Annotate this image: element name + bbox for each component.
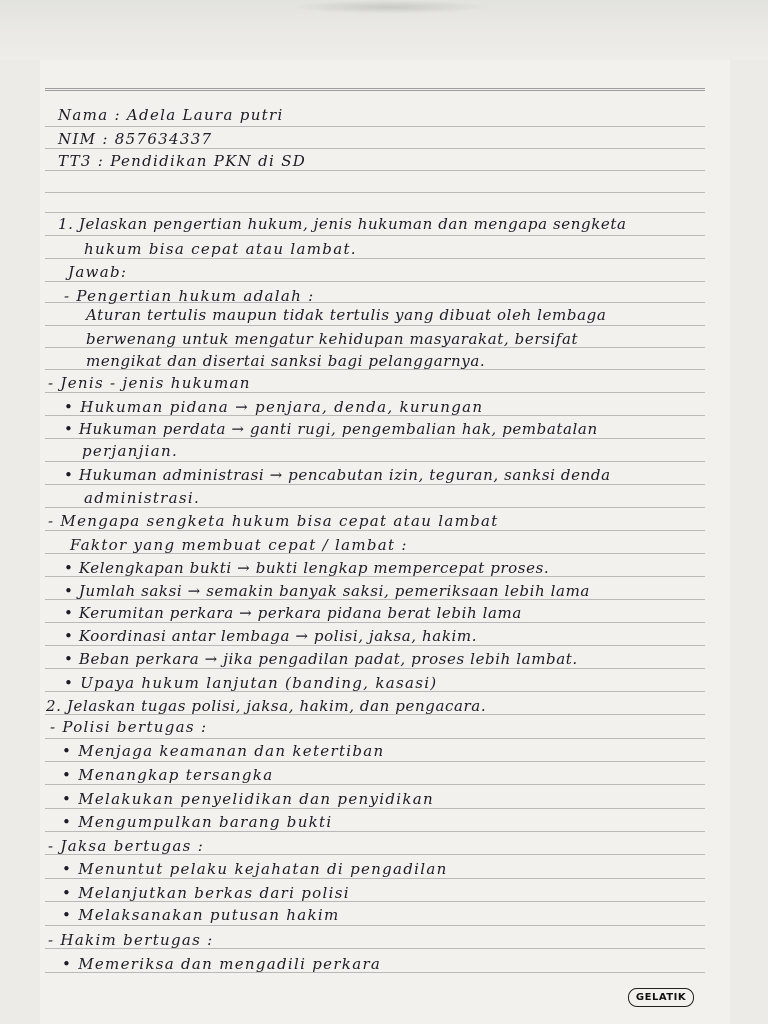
types-heading: - Jenis - jenis hukuman [48,374,251,392]
hakim-heading: - Hakim bertugas : [48,931,214,949]
types-item-perdata-cont: perjanjian. [82,442,179,460]
factor-bukti: • Kelengkapan bukti → bukti lengkap mempercepat proses. [64,559,550,577]
ruled-line [45,668,705,669]
definition-text-3: mengikat dan disertai sanksi bagi pelanggarnya. [86,352,486,370]
ruled-line [45,831,705,832]
factor-beban: • Beban perkara → jika pengadilan padat, proses lebih lambat. [64,650,578,668]
factor-upaya: • Upaya hukum lanjutan (banding, kasasi) [64,674,438,692]
ruled-line [45,784,705,785]
polisi-item-3: • Melakukan penyelidikan dan penyidikan [62,790,434,808]
ruled-line [45,325,705,326]
ruled-line [45,88,705,91]
ruled-line [45,925,705,926]
jaksa-item-1: • Menuntut pelaku kejahatan di pengadilan [62,860,448,878]
ruled-line [45,192,705,193]
header-nama: Nama : Adela Laura putri [58,106,284,124]
polisi-heading: - Polisi bertugas : [50,718,208,736]
shadow [290,0,490,14]
ruled-line [45,392,705,393]
types-item-pidana: • Hukuman pidana → penjara, denda, kurungan [64,398,484,416]
ruled-line [45,878,705,879]
hakim-item-1: • Memeriksa dan mengadili perkara [62,955,382,973]
ruled-line [45,281,705,282]
ruled-line [45,148,705,149]
ruled-line [45,461,705,462]
definition-text-1: Aturan tertulis maupun tidak tertulis yang dibuat oleh lembaga [86,306,607,324]
ruled-line [45,438,705,439]
ruled-line [45,170,705,171]
header-nim: NIM : 857634337 [58,130,213,148]
factors-heading: Faktor yang membuat cepat / lambat : [70,536,408,554]
ruled-line [45,235,705,236]
jaksa-item-3: • Melaksanakan putusan hakim [62,906,340,924]
brand-logo: GELATIK [628,988,694,1007]
types-item-administrasi: • Hukuman administrasi → pencabutan izin, teguran, sanksi denda [64,466,611,484]
ruled-line [45,622,705,623]
definition-heading: - Pengertian hukum adalah : [64,287,315,305]
factor-koordinasi: • Koordinasi antar lembaga → polisi, jaksa, hakim. [64,627,478,645]
jaksa-item-2: • Melanjutkan berkas dari polisi [62,884,350,902]
definition-text-2: berwenang untuk mengatur kehidupan masyarakat, bersifat [86,330,579,348]
factor-saksi: • Jumlah saksi → semakin banyak saksi, pemeriksaan lebih lama [64,582,590,600]
ruled-line [45,507,705,508]
ruled-line [45,738,705,739]
ruled-line [45,484,705,485]
dispute-heading: - Mengapa sengketa hukum bisa cepat atau lambat [48,512,499,530]
polisi-item-4: • Mengumpulkan barang bukti [62,813,333,831]
jaksa-heading: - Jaksa bertugas : [48,837,205,855]
ruled-line [45,761,705,762]
ruled-line [45,126,705,127]
question-1-cont: hukum bisa cepat atau lambat. [84,240,357,258]
question-2: 2. Jelaskan tugas polisi, jaksa, hakim, dan pengacara. [46,697,487,715]
types-item-perdata: • Hukuman perdata → ganti rugi, pengembalian hak, pembatalan [64,420,598,438]
ruled-line [45,258,705,259]
answer-label: Jawab: [68,263,128,281]
factor-kerumitan: • Kerumitan perkara → perkara pidana berat lebih lama [64,604,522,622]
types-item-administrasi-cont: administrasi. [84,489,201,507]
ruled-line [45,530,705,531]
question-1: 1. Jelaskan pengertian hukum, jenis hukuman dan mengapa sengketa [58,215,627,233]
polisi-item-1: • Menjaga keamanan dan ketertiban [62,742,385,760]
ruled-line [45,645,705,646]
ruled-line [45,808,705,809]
ruled-line [45,212,705,213]
polisi-item-2: • Menangkap tersangka [62,766,274,784]
header-tt: TT3 : Pendidikan PKN di SD [58,152,307,170]
